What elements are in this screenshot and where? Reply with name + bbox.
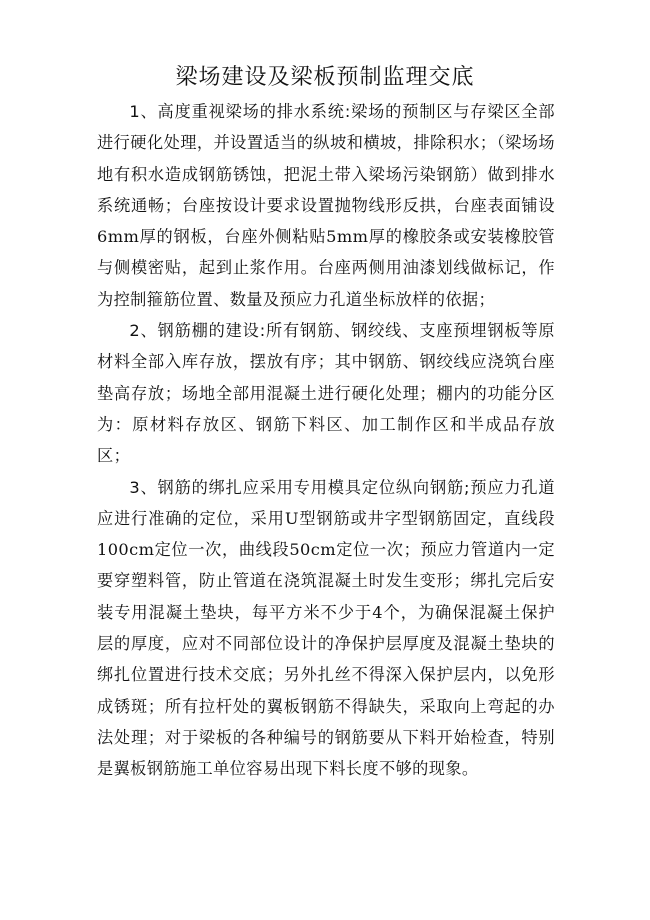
paragraph-drainage [97,96,555,315]
paragraph-text: 梁场的预制区与存梁区全部进行硬化处理，并设置适当的纵坡和横坡，排除积水；（梁场场地有积水造成钢筋锈蚀，把泥土带入梁场污染钢筋）做到排水系统通畅；台座按设计要求设置抛物线形反拱，台座表面铺设6mm厚的钢板，台座外侧粘贴5mm厚的橡胶条或安装橡胶管与侧模密贴，起到止浆作用。台座两侧用油漆划线做标记，作为控制箍筋位置、数量及预应力孔道坐标放样的依据； [97,102,555,309]
paragraph-heading: 2、钢筋棚的建设: [129,321,266,341]
paragraph-text: 所有钢筋、钢绞线、支座预埋钢板等原材料全部入库存放，摆放有序；其中钢筋、钢绞线应浇筑台座垫高存放；场地全部用混凝土进行硬化处理；棚内的功能分区为：原材料存放区、钢筋下料区、加工制作区和半成品存放区； [97,321,555,466]
paragraph-text: 预应力孔道应进行准确的定位，采用U型钢筋或井字型钢筋固定，直线段100cm定位一次，曲线段50cm定位一次；预应力管道内一定要穿塑料管，防止管道在浇筑混凝土时发生变形；绑扎完后安装专用混凝土垫块，每平方米不少于4个，为确保混凝土保护层的厚度，应对不同部位设计的净保护层厚度及混凝土垫块的绑扎位置进行技术交底；另外扎丝不得深入保护层内，以免形成锈斑；所有拉杆处的翼板钢筋不得缺失，采取向上弯起的办法处理；对于梁板的各种编号的钢筋要从下料开始检查，特别是翼板钢筋施工单位容易出现下料长度不够的现象。 [97,477,556,779]
paragraph-rebar-binding [97,472,555,785]
paragraph-heading: 1、高度重视梁场的排水系统: [129,102,351,121]
paragraph-heading: 3、钢筋的绑扎应采用专用模具定位纵向钢筋; [129,477,470,497]
document-body [97,96,555,785]
document-title: 梁场建设及梁板预制监理交底 [175,65,475,90]
paragraph-rebar-shed [97,315,555,471]
